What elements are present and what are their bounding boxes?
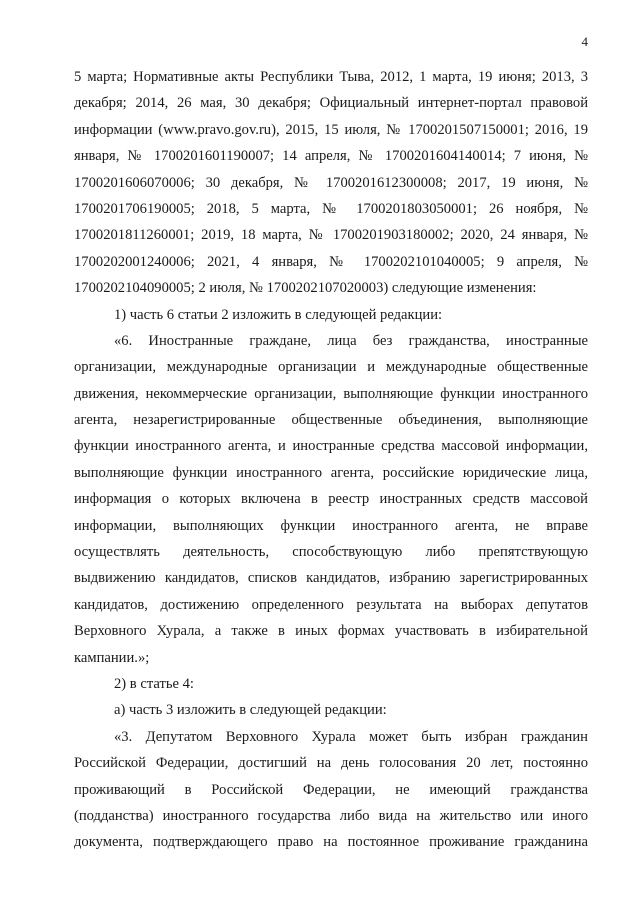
text-line: агента, незарегистрированные общественные объединения, выполняющие bbox=[74, 412, 588, 429]
text-line: выполняющие функции иностранного агента, российские юридические лица, bbox=[74, 464, 588, 481]
text-line: организации, международные организации и международные общественные bbox=[74, 359, 588, 376]
text-line: информация о которых включена в реестр иностранных средств массовой bbox=[74, 491, 588, 508]
text-line: 1700201706190005; 2018, 5 марта, № 1700201803050001; 26 ноября, № bbox=[74, 200, 588, 217]
text-line: «6. Иностранные граждане, лица без гражданства, иностранные bbox=[114, 332, 588, 349]
text-line: 1700202001240006; 2021, 4 января, № 1700202101040005; 9 апреля, № bbox=[74, 253, 588, 270]
text-line: (подданства) иностранного государства либо вида на жительство или иного bbox=[74, 807, 588, 824]
text-line: января, № 1700201601190007; 14 апреля, № 1700201604140014; 7 июня, № bbox=[74, 148, 588, 165]
text-line: 2) в статье 4: bbox=[114, 675, 194, 692]
text-line: а) часть 3 изложить в следующей редакции: bbox=[114, 702, 387, 719]
text-line: 1) часть 6 статьи 2 изложить в следующей редакции: bbox=[114, 306, 443, 323]
page-number: 4 bbox=[581, 34, 588, 49]
text-line: выдвижению кандидатов, списков кандидатов, избранию зарегистрированных bbox=[74, 570, 588, 587]
text-line: документа, подтверждающего право на постоянное проживание гражданина bbox=[74, 834, 588, 851]
text-line: «3. Депутатом Верховного Хурала может быть избран гражданин bbox=[114, 728, 588, 745]
text-line: декабря; 2014, 26 мая, 30 декабря; Официальный интернет-портал правовой bbox=[74, 95, 588, 112]
text-line: 1700202104090005; 2 июля, № 1700202107020003) следующие изменения: bbox=[74, 280, 537, 297]
text-line: кандидатов, достижению определенного результата на выборах депутатов bbox=[74, 596, 588, 613]
text-line: функции иностранного агента, и иностранные средства массовой информации, bbox=[74, 438, 588, 455]
text-line: проживающий в Российской Федерации, не имеющий гражданства bbox=[74, 781, 588, 798]
text-line: кампании.»; bbox=[74, 649, 150, 666]
text-line: Верховного Хурала, а также в иных формах участвовать в избирательной bbox=[74, 623, 588, 640]
text-line: движения, некоммерческие организации, выполняющие функции иностранного bbox=[74, 385, 588, 402]
text-line: 1700201811260001; 2019, 18 марта, № 1700201903180002; 2020, 24 января, № bbox=[74, 227, 588, 244]
text-line: информации (www.pravo.gov.ru), 2015, 15 июля, № 1700201507150001; 2016, 19 bbox=[74, 121, 588, 138]
text-line: осуществлять деятельность, способствующую либо препятствующую bbox=[74, 544, 588, 561]
text-line: 1700201606070006; 30 декабря, № 1700201612300008; 2017, 19 июня, № bbox=[74, 174, 588, 191]
document-body bbox=[74, 64, 588, 856]
text-line: информации, выполняющих функции иностранного агента, не вправе bbox=[74, 517, 588, 534]
text-line: 5 марта; Нормативные акты Республики Тыва, 2012, 1 марта, 19 июня; 2013, 3 bbox=[74, 69, 588, 85]
text-line: Российской Федерации, достигший на день голосования 20 лет, постоянно bbox=[74, 755, 588, 772]
